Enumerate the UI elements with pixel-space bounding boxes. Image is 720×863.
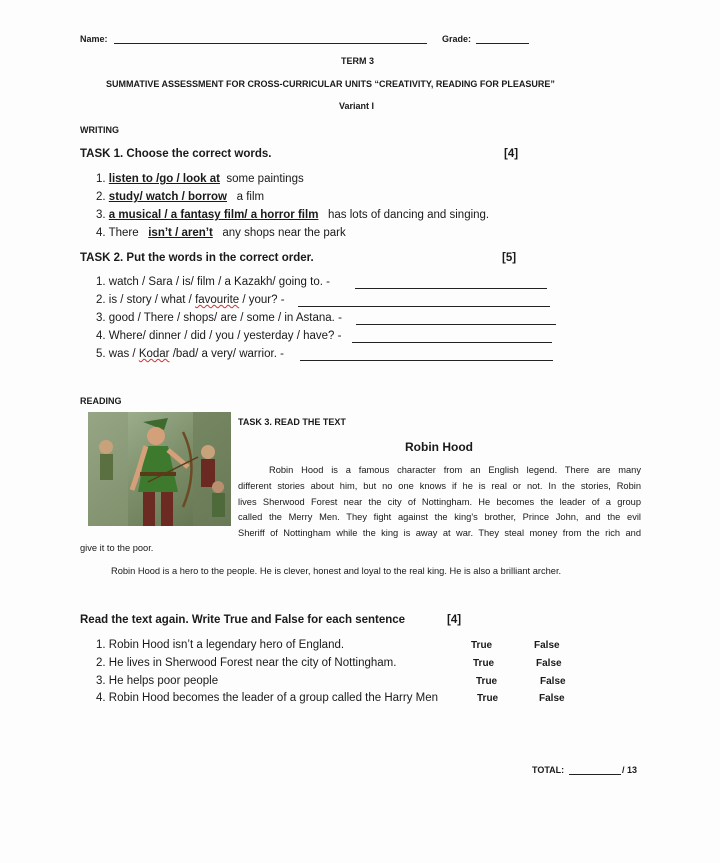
answer-blank[interactable] [352, 333, 552, 343]
story-paragraph-tail: give it to the poor. [80, 543, 154, 553]
answer-blank[interactable] [355, 279, 547, 289]
task2-item: 4. Where/ dinner / did / you / yesterday / have? - [96, 330, 342, 342]
robin-hood-illustration-icon [88, 412, 231, 526]
task1-item: 2. study/ watch / borrow a film [96, 191, 265, 203]
true-false-points: [4] [447, 614, 462, 626]
answer-blank[interactable] [356, 315, 556, 325]
story-paragraph-2: Robin Hood is a hero to the people. He is clever, honest and loyal to the real king. He is also a brilliant archer. [111, 566, 562, 576]
task2-item: 1. watch / Sara / is/ film / a Kazakh/ going to. - [96, 276, 330, 288]
story-line: Robin Hood is a famous character from an English legend. There are many [269, 465, 641, 475]
false-option[interactable]: False [536, 658, 562, 669]
task1-choice[interactable]: study/ watch / borrow [108, 191, 228, 203]
task1-title: TASK 1. Choose the correct words. [80, 148, 272, 160]
task2-points: [5] [502, 252, 517, 264]
task3-title: TASK 3. READ THE TEXT [238, 417, 346, 427]
task1-points: [4] [504, 148, 519, 160]
tf-item: 2. He lives in Sherwood Forest near the city of Nottingham. [96, 657, 397, 669]
true-false-title: Read the text again. Write True and False for each sentence [80, 614, 406, 626]
task1-choice[interactable]: listen to /go / look at [108, 173, 220, 185]
story-paragraph [238, 463, 641, 542]
answer-blank[interactable] [300, 351, 553, 361]
variant-label: Variant I [339, 101, 375, 111]
total-label: TOTAL: [532, 765, 565, 775]
task2-item: 3. good / There / shops/ are / some / in Astana. - [96, 312, 342, 324]
story-line: called the Merry Men. They fight against the king's brother, Prince John, and the evil [238, 512, 641, 523]
term-label: TERM 3 [341, 56, 375, 66]
task2-title: TASK 2. Put the words in the correct order. [80, 252, 314, 264]
true-option[interactable]: True [477, 693, 499, 704]
true-option[interactable]: True [476, 676, 498, 687]
task1-choice[interactable]: a musical / a fantasy film/ a horror film [108, 209, 319, 221]
name-blank[interactable] [114, 34, 427, 44]
tf-item: 4. Robin Hood becomes the leader of a group called the Harry Men [96, 692, 439, 704]
reading-section-label: READING [80, 396, 122, 406]
grade-label: Grade: [442, 34, 472, 44]
story-line: Sheriff of Nottingham while the king is away at war. They steal money from the rich and [238, 528, 641, 539]
story-line: different stories about him, but no one knows if he is real or not. In the stories, Robin [238, 480, 641, 491]
false-option[interactable]: False [534, 640, 560, 651]
total-max: / 13 [622, 765, 638, 775]
total-blank[interactable] [569, 765, 621, 775]
assessment-title: SUMMATIVE ASSESSMENT FOR CROSS-CURRICULAR UNITS “CREATIVITY, READING FOR PLEASURE” [106, 79, 555, 89]
answer-blank[interactable] [298, 297, 550, 307]
grade-blank[interactable] [476, 34, 529, 44]
task2-item: 2. is / story / what / favourite / your? - [96, 294, 285, 306]
task2-item: 5. was / Kodar /bad/ a very/ warrior. - [96, 348, 284, 360]
task1-choice[interactable]: isn’t / aren’t [148, 227, 213, 239]
name-label: Name: [80, 34, 108, 44]
task1-item: 3. a musical / a fantasy film/ a horror film has lots of dancing and singing. [96, 209, 490, 221]
false-option[interactable]: False [539, 693, 565, 704]
robin-hood-illustration [88, 412, 231, 526]
story-line: lives Sherwood Forest near the city of Nottingham. He becomes the leader of a group [238, 496, 641, 507]
true-option[interactable]: True [471, 640, 493, 651]
false-option[interactable]: False [540, 676, 566, 687]
true-option[interactable]: True [473, 658, 495, 669]
task1-item: 4. There isn’t / aren’t any shops near the park [96, 227, 346, 239]
story-title: Robin Hood [405, 440, 473, 454]
tf-item: 1. Robin Hood isn’t a legendary hero of England. [96, 639, 345, 651]
task1-item: 1. listen to /go / look at some paintings [96, 173, 304, 185]
writing-section-label: WRITING [80, 125, 119, 135]
tf-item: 3. He helps poor people [96, 675, 219, 687]
